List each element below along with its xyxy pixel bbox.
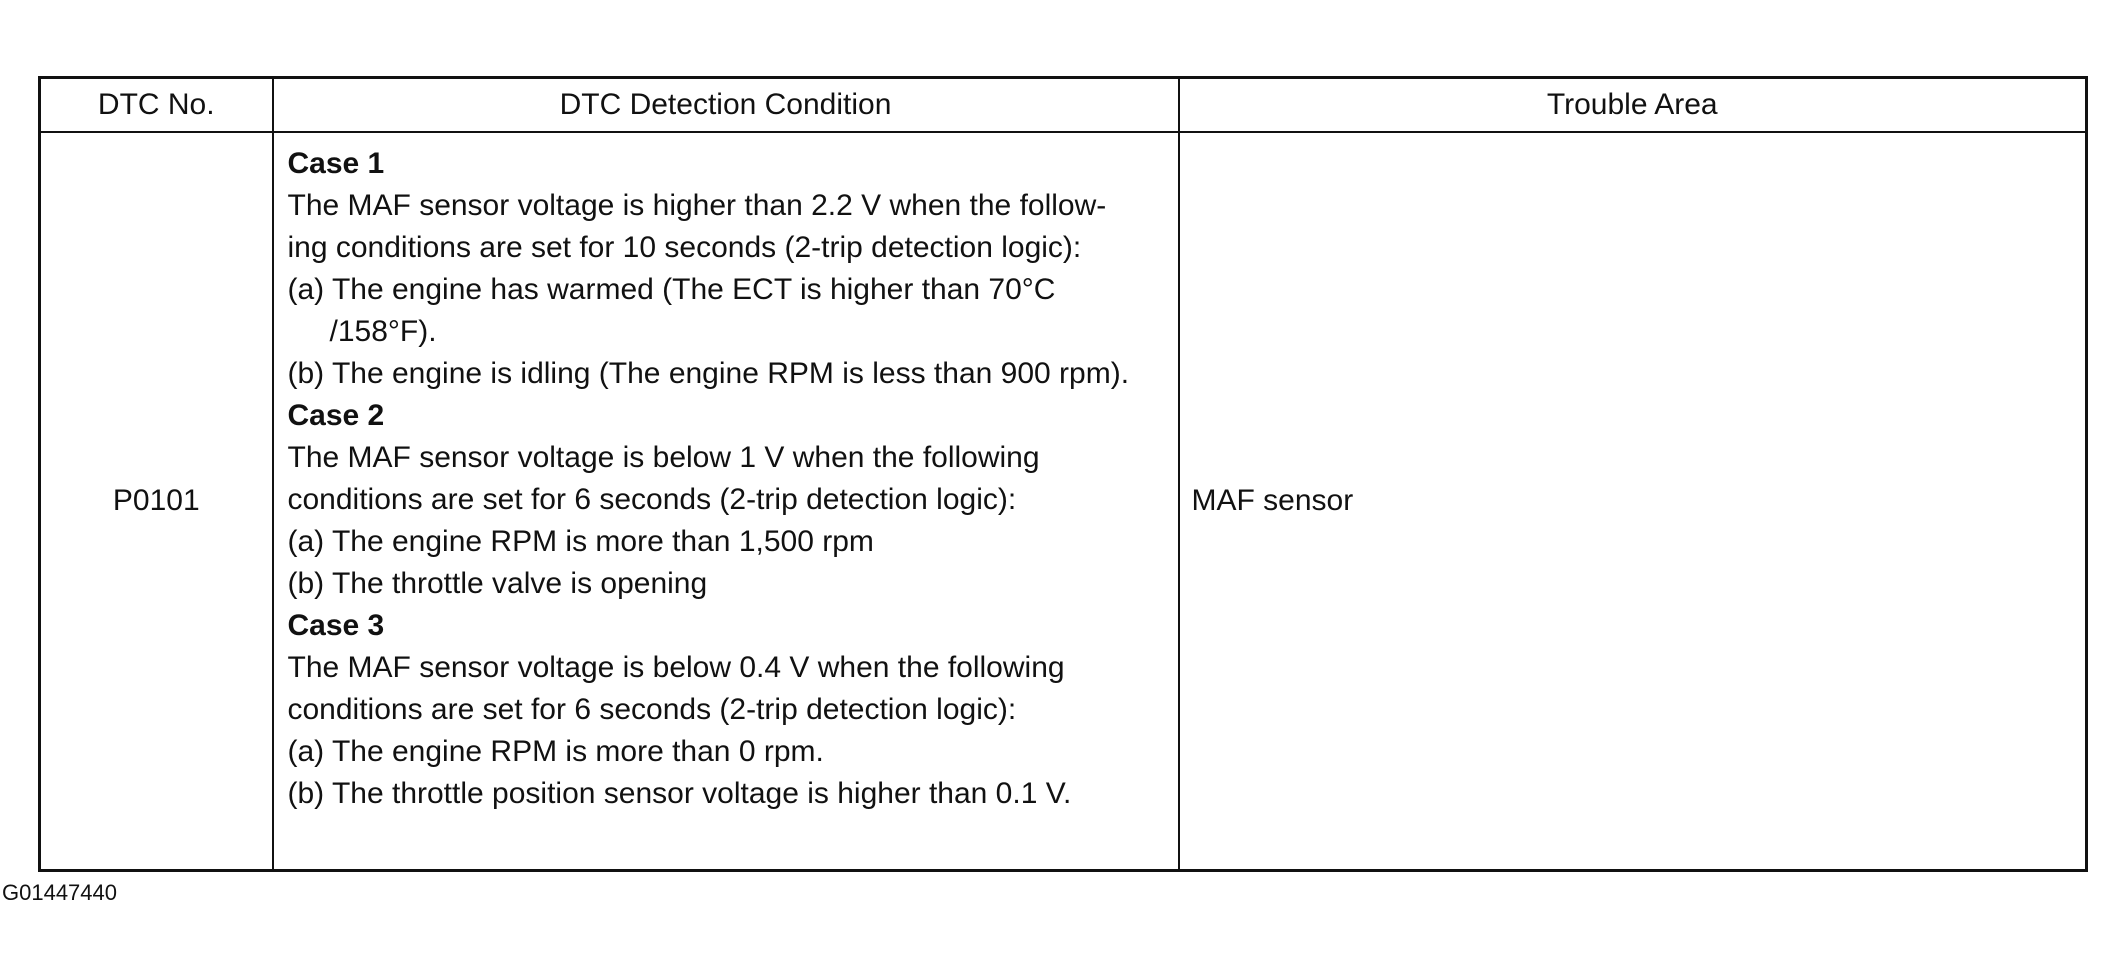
header-trouble-area: Trouble Area	[1179, 78, 2087, 133]
table-body	[40, 132, 2087, 871]
condition-line: (b) The throttle position sensor voltage is higher than 0.1 V.	[287, 777, 1072, 810]
condition-line: conditions are set for 6 seconds (2-trip detection logic):	[287, 483, 1017, 516]
header-dtc-no: DTC No.	[40, 78, 273, 133]
condition-line: (a) The engine RPM is more than 1,500 rpm	[287, 525, 874, 558]
trouble-area-cell: MAF sensor	[1179, 132, 2087, 871]
header-row	[40, 78, 2087, 133]
case-title: Case 2	[287, 399, 385, 432]
condition-line: The MAF sensor voltage is higher than 2.2 V when the follow-	[287, 189, 1107, 222]
condition-line: /158°F).	[329, 315, 437, 348]
dtc-code-cell: P0101	[40, 132, 273, 871]
case-title: Case 1	[287, 147, 385, 180]
condition-line: (b) The throttle valve is opening	[287, 567, 708, 600]
condition-line: (b) The engine is idling (The engine RPM is less than 900 rpm).	[287, 357, 1130, 390]
condition-line: (a) The engine has warmed (The ECT is higher than 70°C	[287, 273, 1056, 306]
table-row	[40, 132, 2087, 871]
condition-line: (a) The engine RPM is more than 0 rpm.	[287, 735, 824, 768]
figure-id: G01447440	[2, 880, 117, 905]
case-block-3	[288, 605, 1166, 815]
condition-line: The MAF sensor voltage is below 1 V when the following	[287, 441, 1040, 474]
condition-line: The MAF sensor voltage is below 0.4 V when the following	[287, 651, 1065, 684]
dtc-table	[38, 76, 2088, 872]
table-header	[40, 78, 2087, 133]
detection-condition-cell	[273, 132, 1179, 871]
condition-line: conditions are set for 6 seconds (2-trip detection logic):	[287, 693, 1017, 726]
header-detection-condition: DTC Detection Condition	[273, 78, 1179, 133]
case-block-2	[288, 395, 1166, 605]
condition-line: ing conditions are set for 10 seconds (2-trip detection logic):	[287, 231, 1082, 264]
case-title: Case 3	[287, 609, 385, 642]
case-block-1	[288, 143, 1166, 395]
